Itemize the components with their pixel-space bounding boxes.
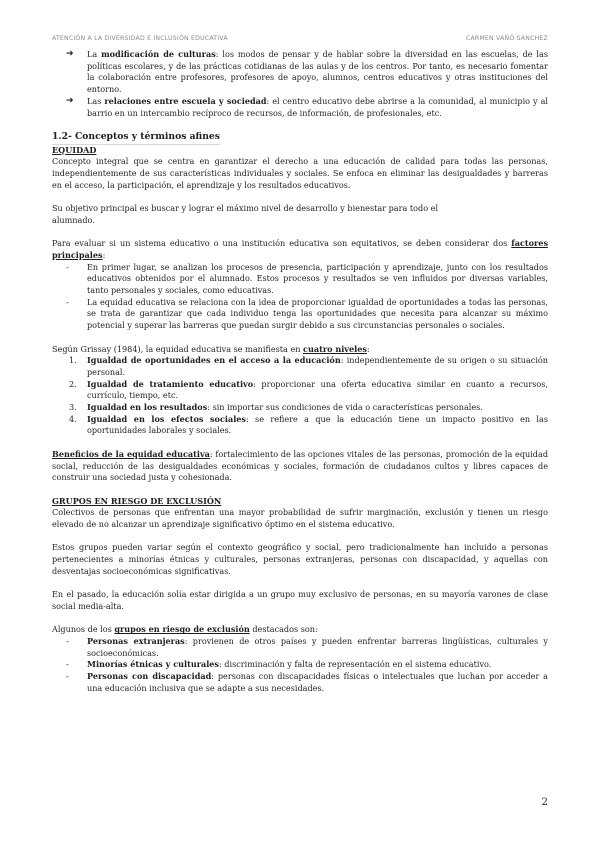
- arrow-right-icon: ➔: [66, 49, 74, 59]
- grupos-paragraph: En el pasado, la educación solía estar dirigida a un grupo muy exclusivo de personas, en su mayoría varones de clase social media-alta.: [52, 589, 548, 611]
- arrow-list-item: ➔ Las relaciones entre escuela y sociedad: el centro educativo debe abrirse a la comunidad, al municipio y al barrio en un intercambio recíproco de recursos, de información, de profesionales, etc.: [66, 95, 548, 118]
- level-list-item: 1. Igualdad de oportunidades en el acceso a la educación: independientemente de su origen o su situación personal.: [69, 355, 548, 377]
- level-list-item: 2. Igualdad de tratamiento educativo: proporcionar una oferta educativa similar en cuanto a recursos, currículo, tiempo, etc.: [69, 378, 548, 401]
- equidad-eval: Para evaluar si un sistema educativo o una institución educativa son equitativos, se deben considerar dos factores principales:: [52, 238, 548, 260]
- grupos-paragraph: Estos grupos pueden variar según el contexto geográfico y social, pero tradicionalmente han incluido a personas pertenecientes a minorías étnicas y culturales, personas extranjeras, personas con discapacidad, y aquellas con desventajas socioeconómicas significativas.: [52, 542, 548, 576]
- cuatro-niveles-term: cuatro niveles: [303, 343, 367, 354]
- factor-list-item: - La equidad educativa se relaciona con la idea de proporcionar igualdad de oportunidades a todas las personas, se trata de garantizar que cada individuo tenga las oportunidades que necesita para alcanzar su máximo potencial y superar las barreras que puedan surgir debido a sus circunstancias personales o sociales.: [66, 296, 548, 331]
- benefits-paragraph: Beneficios de la equidad educativa: fortalecimiento de las opciones vitales de las personas, promoción de la equidad social, reducción de las desigualdades económicas y sociales, formación de ciudadanos cultos y libres capaces de construir una sociedad justa y cohesionada.: [52, 448, 548, 483]
- equidad-heading: EQUIDAD: [52, 144, 97, 155]
- page-content: ➔ La modificación de culturas: los modos de pensar y de hablar sobre la diversidad en las escuelas, de las políticas escolares, y de las prácticas cotidianas de las aulas y de los centros. Por tanto, es necesario fomentar la colaboración entre profesores, profesores de apoyo, alumnos, centros educativos y otras instituciones del entorno. ➔ Las relaciones entre escuela y sociedad: el centro educativo debe abrirse a la comunidad, al municipio y al barrio en un intercambio recíproco de recursos, de información, de profesionales, etc. 1.2- Conceptos y términos afines EQUIDAD Concepto integral que se centra en garantizar el derecho a una educación de calidad para todas las personas, independientemente de sus características individuales y sociales. Se enfoca en eliminar las desigualdades y barreras en el acceso, la participación, el aprendizaje y los resultados educativos. Su objetivo principal es buscar y lograr el máximo nivel de desarrollo y bienestar para todo el alumnado. Para evaluar si un sistema educativo o una institución educativa son equitativos, se deben considerar dos factores principales: - En primer lugar, se analizan los procesos de presencia, participación y aprendizaje, junto con los resultados educativos obtenidos por el alumnado. Estos procesos y resultados se ven influidos por diversas variables, tanto personales y sociales, como educativas. - La equidad educativa se relaciona con la idea de proporcionar igualdad de oportunidades a todas las personas, se trata de garantizar que cada individuo tenga las oportunidades que necesita para alcanzar su máximo potencial y superar las barreras que puedan surgir debido a sus circunstancias personales o sociales. Según Grissay (1984), la equidad educativa se manifiesta en cuatro niveles: 1. Igualdad de oportunidades en el acceso a la educación: independientemente de su origen o su situación personal. 2. Igualdad de tratamiento educativo: proporcionar una oferta educativa similar en cuanto a recursos, currículo, tiempo, etc. 3. Igualdad en los resultados: sin importar sus condiciones de vida o características personales. 4. Igualdad en los efectos sociales: se refiere a que la educación tiene un impacto positivo en las oportunidades laborales y sociales. Beneficios de la equidad educativa: fortalecimiento de las opciones vitales de las personas, promoción de la equidad social, reducción de las desigualdades económicas y sociales, formación de ciudadanos cultos y libres capaces de construir una sociedad justa y cohesionada. GRUPOS EN RIESGO DE EXCLUSIÓN Colectivos de personas que enfrentan una mayor probabilidad de sufrir marginación, exclusión y tienen un riesgo elevado de no alcanzar un aprendizaje significativo óptimo en el sistema educativo. Estos grupos pueden variar según el contexto geográfico y social, pero tradicionalmente han incluido a personas pertenecientes a minorías étnicas y culturales, personas extranjeras, personas con discapacidad, y aquellas con desventajas socioeconómicas significativas. En el pasado, la educación solía estar dirigida a un grupo muy exclusivo de personas, en su mayoría varones de clase social media-alta. Algunos de los grupos en riesgo de exclusión destacados son: - Personas extranjeras: provienen de otros países y pueden enfrentar barreras lingüísticas, culturales y socioeconómicas. - Minorías étnicas y culturales: discriminación y falta de representación en el sistema educativo. - Personas con discapacidad: personas con discapacidades físicas o intelectuales que luchan por acceder a una educación inclusiva que se adapte a sus necesidades.: [52, 49, 549, 693]
- grupos-heading: GRUPOS EN RIESGO DE EXCLUSIÓN: [52, 495, 222, 506]
- bold-term: relaciones entre escuela y sociedad: [104, 95, 267, 106]
- equidad-definition: Concepto integral que se centra en garantizar el derecho a una educación de calidad para todas las personas, independientemente de sus características individuales y sociales. Se enfoca en eliminar las desigualdades y barreras en el acceso, la participación, el aprendizaje y los resultados educativos.: [52, 156, 548, 190]
- grupo-list-item: - Personas con discapacidad: personas con discapacidades físicas o intelectuales que luchan por acceder a una educación inclusiva que se adapte a sus necesidades.: [66, 671, 549, 693]
- equidad-objective: Su objetivo principal es buscar y lograr el máximo nivel de desarrollo y bienestar para todo el: [52, 203, 439, 214]
- grissay-intro: Según Grissay (1984), la equidad educativa se manifiesta en cuatro niveles:: [52, 343, 370, 354]
- grupo-list-item: - Minorías étnicas y culturales: discriminación y falta de representación en el sistema educativo.: [66, 659, 492, 670]
- grupos-riesgo-term: grupos en riesgo de exclusión: [114, 624, 250, 635]
- arrow-list-item: ➔ La modificación de culturas: los modos de pensar y de hablar sobre la diversidad en las escuelas, de las políticas escolares, y de las prácticas cotidianas de las aulas y de los centros. Por tanto, es necesario fomentar la colaboración entre profesores, profesores de apoyo, alumnos, centros educativos y otras instituciones del entorno.: [66, 49, 548, 95]
- bold-term: modificación de culturas: [101, 49, 216, 59]
- header-author: CARMEN VAÑÓ SÁNCHEZ: [465, 35, 548, 42]
- page-number: 2: [541, 796, 548, 808]
- grupos-paragraph: Colectivos de personas que enfrentan una mayor probabilidad de sufrir marginación, exclusión y tienen un riesgo elevado de no alcanzar un aprendizaje significativo óptimo en el sistema educativo.: [52, 507, 548, 530]
- section-title: 1.2- Conceptos y términos afines: [52, 131, 220, 145]
- header-course-title: ATENCIÓN A LA DIVERSIDAD E INCLUSIÓN EDUCATIVA: [52, 35, 228, 42]
- arrow-right-icon: ➔: [66, 95, 74, 106]
- level-list-item: 3. Igualdad en los resultados: sin importar sus condiciones de vida o características personales.: [69, 402, 483, 413]
- level-list-item: 4. Igualdad en los efectos sociales: se refiere a que la educación tiene un impacto positivo en las oportunidades laborales y sociales.: [69, 413, 548, 436]
- grupos-list-intro: Algunos de los grupos en riesgo de exclusión destacados son:: [52, 624, 318, 635]
- beneficios-term: Beneficios de la equidad educativa: [52, 448, 210, 459]
- factores-principales-term: factores principales: [52, 238, 548, 260]
- factor-list-item: - En primer lugar, se analizan los procesos de presencia, participación y aprendizaje, junto con los resultados educativos obtenidos por el alumnado. Estos procesos y resultados se ven influidos por diversas variables, tanto personales y sociales, como educativas.: [66, 261, 548, 296]
- grupo-list-item: - Personas extranjeras: provienen de otros países y pueden enfrentar barreras lingüísticas, culturales y socioeconómicas.: [66, 636, 548, 658]
